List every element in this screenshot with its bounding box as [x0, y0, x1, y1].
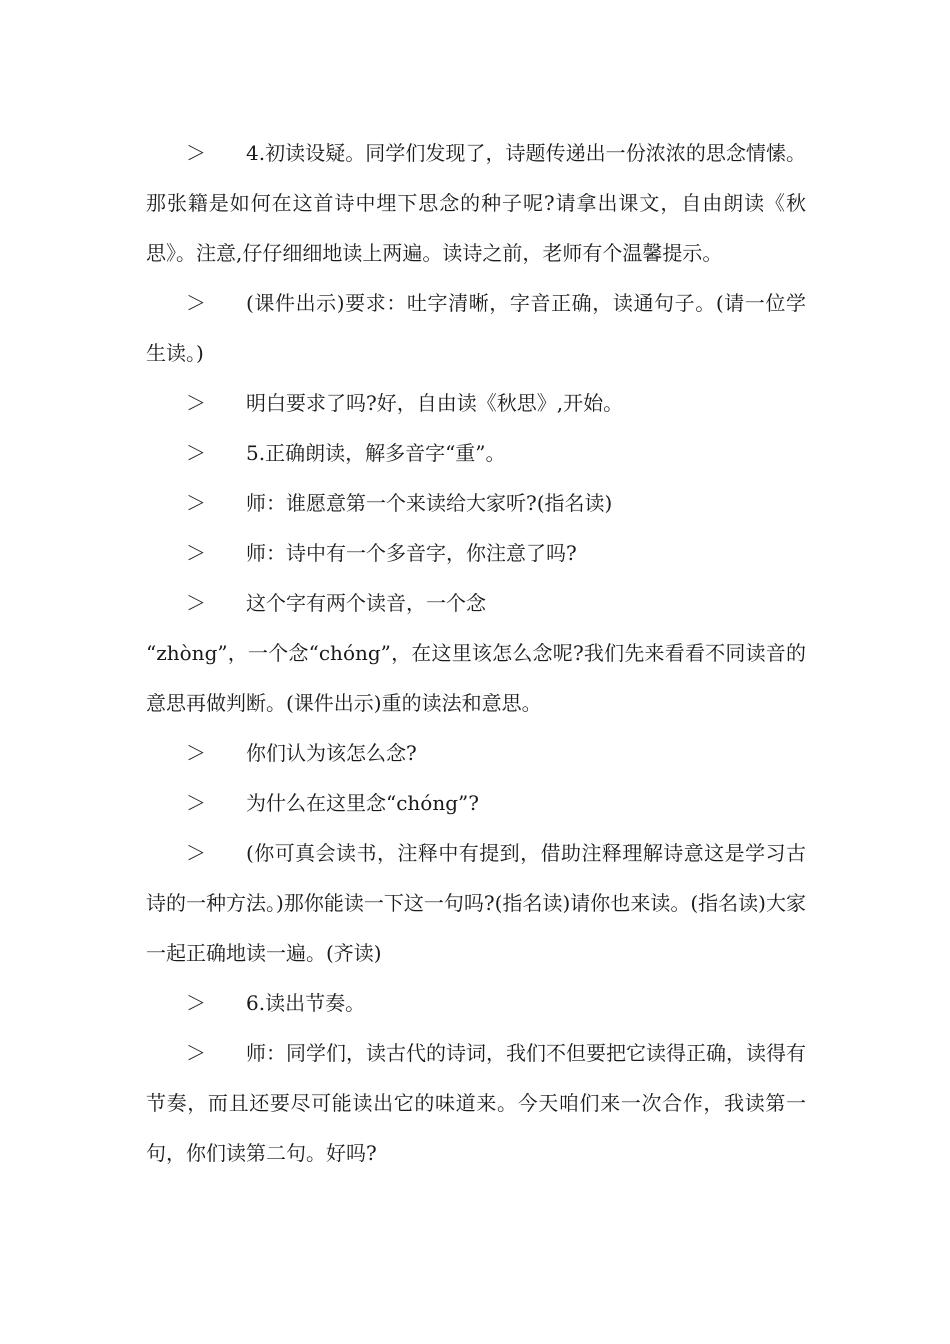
paragraph-text: (你可真会读书，注释中有提到，借助注释理解诗意这是学习古诗的一种方法。)那你能读一下这一句吗?(指名读)请你也来读。(指名读)大家一起正确地读一遍。(齐读)	[146, 841, 806, 965]
bullet-arrow-icon: ＞	[186, 791, 206, 815]
bullet-arrow-icon: ＞	[186, 1041, 206, 1065]
paragraph-4	[146, 428, 806, 478]
paragraph-text: 5.正确朗读，解多音字“重”。	[246, 441, 506, 465]
paragraph-text: 这个字有两个读音，一个念	[246, 591, 486, 615]
paragraph-13	[146, 1028, 806, 1178]
paragraph-text: “zhòng”，一个念“chóng”，在这里该怎么念呢?我们先来看看不同读音的意思再做判断。(课件出示)重的读法和意思。	[146, 641, 806, 715]
bullet-arrow-icon: ＞	[186, 441, 206, 465]
bullet-arrow-icon: ＞	[186, 591, 206, 615]
paragraph-12	[146, 978, 806, 1028]
paragraph-9	[146, 728, 806, 778]
bullet-arrow-icon: ＞	[186, 391, 206, 415]
bullet-arrow-icon: ＞	[186, 991, 206, 1015]
paragraph-10	[146, 778, 806, 828]
paragraph-6	[146, 528, 806, 578]
paragraph-text: (课件出示)要求：吐字清晰，字音正确，读通句子。(请一位学生读。)	[146, 291, 806, 365]
paragraph-7	[146, 578, 806, 628]
bullet-arrow-icon: ＞	[186, 291, 206, 315]
paragraph-11	[146, 828, 806, 978]
paragraph-text: 4.初读设疑。同学们发现了，诗题传递出一份浓浓的思念情愫。那张籍是如何在这首诗中埋下思念的种子呢?请拿出课文，自由朗读《秋思》。注意,仔仔细细地读上两遍。读诗之前，老师有个温馨提示。	[146, 141, 806, 265]
paragraph-3	[146, 378, 806, 428]
paragraph-text: 你们认为该怎么念?	[246, 741, 417, 765]
document-body	[146, 128, 806, 1178]
paragraph-text: 6.读出节奏。	[246, 991, 366, 1015]
bullet-arrow-icon: ＞	[186, 841, 206, 865]
bullet-arrow-icon: ＞	[186, 541, 206, 565]
paragraph-text: 师：诗中有一个多音字，你注意了吗?	[246, 541, 577, 565]
paragraph-5	[146, 478, 806, 528]
paragraph-text: 为什么在这里念“chóng”?	[246, 791, 479, 815]
paragraph-text: 师：谁愿意第一个来读给大家听?(指名读)	[246, 491, 613, 515]
paragraph-2	[146, 278, 806, 378]
bullet-arrow-icon: ＞	[186, 491, 206, 515]
paragraph-8	[146, 628, 806, 728]
bullet-arrow-icon: ＞	[186, 741, 206, 765]
paragraph-text: 师：同学们，读古代的诗词，我们不但要把它读得正确，读得有节奏，而且还要尽可能读出它的味道来。今天咱们来一次合作，我读第一句，你们读第二句。好吗?	[146, 1041, 806, 1165]
paragraph-1	[146, 128, 806, 278]
bullet-arrow-icon: ＞	[186, 141, 206, 165]
paragraph-text: 明白要求了吗?好，自由读《秋思》,开始。	[246, 391, 624, 415]
